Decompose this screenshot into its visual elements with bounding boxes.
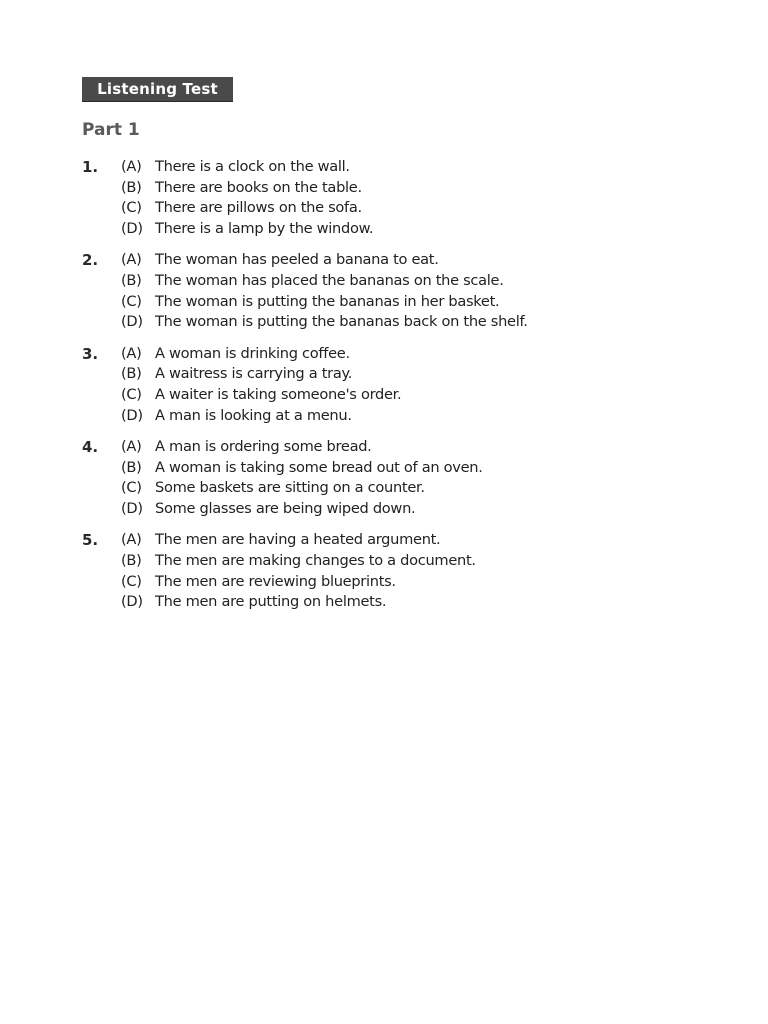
option-a bbox=[82, 250, 602, 271]
option-letter: (A) bbox=[121, 437, 142, 455]
option-text: The woman has peeled a banana to eat. bbox=[155, 251, 439, 269]
option-text: Some baskets are sitting on a counter. bbox=[155, 479, 425, 497]
option-d bbox=[82, 592, 602, 613]
option-letter: (B) bbox=[121, 365, 142, 383]
question-1 bbox=[82, 157, 602, 240]
option-b bbox=[82, 271, 602, 292]
question-3 bbox=[82, 344, 602, 427]
option-letter: (A) bbox=[121, 531, 142, 549]
option-letter: (D) bbox=[121, 500, 143, 518]
option-d bbox=[82, 499, 602, 520]
option-letter: (C) bbox=[121, 479, 142, 497]
option-letter: (A) bbox=[121, 158, 142, 175]
question-number: 1. bbox=[82, 158, 99, 176]
question-number: 3. bbox=[82, 344, 99, 363]
option-text: A man is ordering some bread. bbox=[155, 437, 372, 455]
option-letter: (C) bbox=[121, 199, 142, 217]
option-text: The men are making changes to a document. bbox=[155, 551, 476, 569]
option-text: A waitress is carrying a tray. bbox=[155, 365, 353, 383]
option-text: A woman is drinking coffee. bbox=[155, 344, 350, 362]
option-b bbox=[82, 458, 602, 479]
option-text: The woman is putting the bananas back on the shelf. bbox=[155, 313, 528, 331]
option-text: A woman is taking some bread out of an oven. bbox=[155, 458, 483, 476]
option-letter: (B) bbox=[121, 178, 142, 196]
option-text: A waiter is taking someone's order. bbox=[155, 386, 402, 404]
option-letter: (C) bbox=[121, 292, 142, 310]
option-letter: (D) bbox=[121, 313, 143, 331]
option-text: A man is looking at a menu. bbox=[155, 406, 352, 424]
option-text: Some glasses are being wiped down. bbox=[155, 500, 416, 518]
option-letter: (D) bbox=[121, 593, 143, 611]
option-d bbox=[82, 219, 602, 240]
option-a bbox=[82, 530, 602, 551]
question-4 bbox=[82, 437, 602, 520]
option-letter: (B) bbox=[121, 272, 142, 290]
option-c bbox=[82, 478, 602, 499]
option-d bbox=[82, 312, 615, 333]
part-heading: Part 1 bbox=[82, 120, 140, 140]
option-letter: (D) bbox=[121, 406, 143, 424]
question-5 bbox=[82, 530, 602, 613]
option-text: There are pillows on the sofa. bbox=[155, 199, 362, 217]
option-text: There is a clock on the wall. bbox=[155, 158, 350, 175]
option-letter: (B) bbox=[121, 551, 142, 569]
option-letter: (A) bbox=[121, 251, 142, 269]
option-d bbox=[82, 406, 602, 427]
option-text: The woman has placed the bananas on the scale. bbox=[155, 272, 504, 290]
question-list bbox=[82, 157, 602, 624]
question-2 bbox=[82, 250, 602, 333]
option-c bbox=[82, 385, 602, 406]
option-text: The men are having a heated argument. bbox=[155, 531, 441, 549]
option-text: There are books on the table. bbox=[155, 178, 362, 196]
option-c bbox=[82, 198, 602, 219]
option-letter: (C) bbox=[121, 386, 142, 404]
option-c bbox=[82, 292, 602, 313]
option-text: The men are reviewing blueprints. bbox=[155, 572, 396, 590]
option-letter: (B) bbox=[121, 458, 142, 476]
option-a bbox=[82, 344, 602, 365]
option-letter: (D) bbox=[121, 220, 143, 238]
option-text: The men are putting on helmets. bbox=[155, 593, 387, 611]
page-title: Listening Test bbox=[97, 80, 218, 98]
option-a bbox=[82, 437, 602, 458]
option-letter: (C) bbox=[121, 572, 142, 590]
option-b bbox=[82, 364, 602, 385]
option-a bbox=[82, 157, 602, 178]
question-number: 2. bbox=[82, 251, 99, 270]
option-letter: (A) bbox=[121, 344, 142, 362]
question-number: 5. bbox=[82, 531, 99, 550]
question-number: 4. bbox=[82, 437, 99, 456]
title-banner bbox=[82, 77, 233, 102]
option-c bbox=[82, 572, 602, 593]
option-text: There is a lamp by the window. bbox=[155, 220, 374, 238]
option-b bbox=[82, 551, 602, 572]
option-text: The woman is putting the bananas in her basket. bbox=[155, 292, 500, 310]
option-b bbox=[82, 178, 602, 199]
